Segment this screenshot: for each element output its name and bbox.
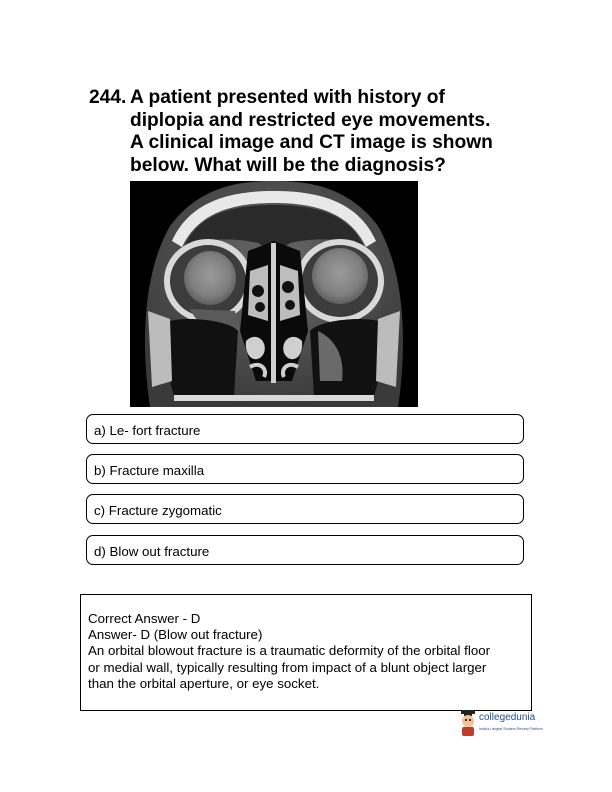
ct-scan-image	[130, 181, 418, 407]
option-label: d) Blow out fracture	[94, 544, 210, 559]
option-label: c) Fracture zygomatic	[94, 503, 222, 518]
brand-name: collegedunia	[479, 712, 536, 723]
option-a[interactable]	[86, 414, 524, 444]
answer-line: An orbital blowout fracture is a traumatic deformity of the orbital floor	[88, 643, 491, 659]
answer-line: Correct Answer - D	[88, 611, 201, 626]
answer-line: than the orbital aperture, or eye socket.	[88, 675, 320, 691]
option-c[interactable]	[86, 494, 524, 524]
mascot-icon	[458, 710, 478, 736]
option-b[interactable]	[86, 454, 524, 484]
collegedunia-logo	[458, 708, 558, 740]
question-line: A clinical image and CT image is shown	[130, 132, 493, 154]
question-number: 244.	[89, 87, 127, 108]
answer-box	[80, 594, 532, 711]
answer-line: Answer- D (Blow out fracture)	[88, 627, 263, 643]
brand-tagline: India's Largest Student Review Platform	[479, 727, 543, 731]
option-label: b) Fracture maxilla	[94, 463, 205, 478]
question-line: diplopia and restricted eye movements.	[130, 109, 491, 131]
question-line: A patient presented with history of	[130, 87, 445, 108]
answer-line: or medial wall, typically resulting from impact of a blunt object larger	[88, 659, 487, 675]
question-line: below. What will be the diagnosis?	[130, 154, 446, 176]
option-label: a) Le- fort fracture	[94, 423, 201, 438]
option-d[interactable]	[86, 535, 524, 565]
